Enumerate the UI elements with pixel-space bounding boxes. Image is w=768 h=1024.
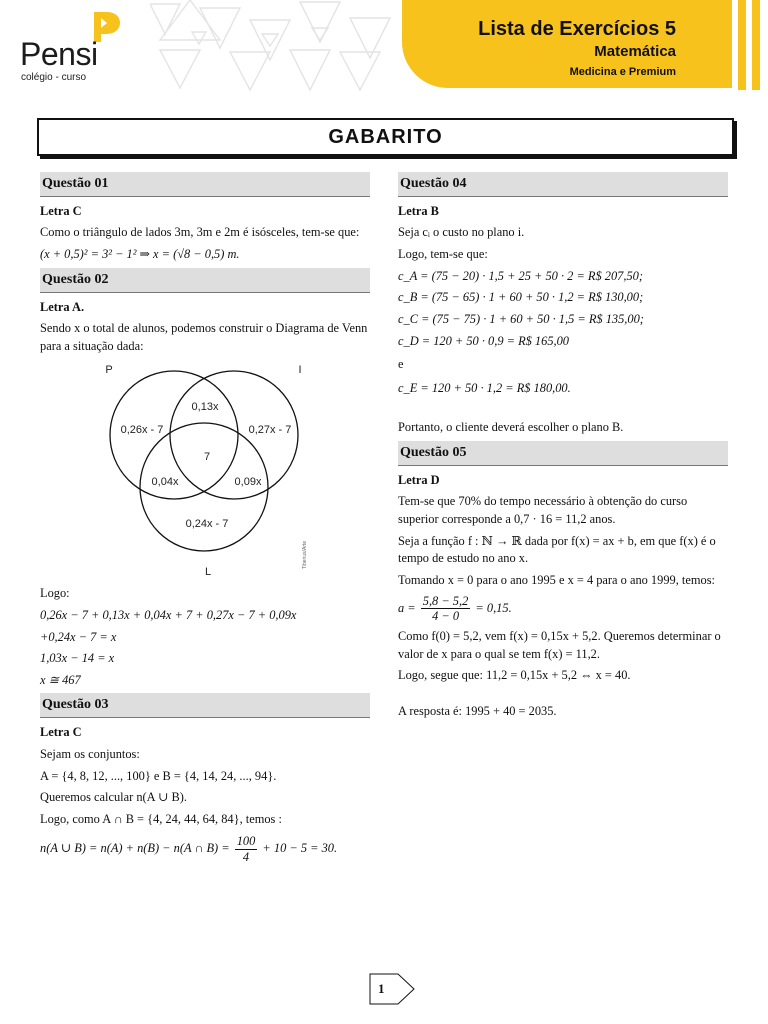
venn-label-l: L — [204, 566, 212, 579]
fraction-denominator: 4 − 0 — [432, 609, 460, 624]
answer-letter: Letra D — [398, 472, 440, 487]
solution-text: Seja a função f : ℕ → ℝ dada por f(x) = ax + b, em que f(x) é o tempo de estudo no ano x. — [398, 533, 716, 566]
venn-region-pi: 0,13x — [191, 401, 219, 414]
answer-letter: Letra C — [40, 203, 82, 218]
left-column — [40, 172, 370, 869]
solution-text: Logo, tem-se que: — [398, 247, 488, 262]
union-formula — [40, 834, 370, 865]
list-title: Lista de Exercícios 5 — [478, 18, 676, 40]
cost-equation: c_C = (75 − 75) · 1 + 60 + 50 · 1,5 = R$ 135,00; — [398, 311, 644, 326]
header-stripe — [752, 0, 760, 90]
answer-letter: Letra B — [398, 203, 439, 218]
question-title: Questão 01 — [40, 172, 370, 197]
fraction — [235, 834, 258, 865]
logo — [0, 0, 150, 94]
equation-line: x ≅ 467 — [40, 672, 81, 687]
question-title: Questão 04 — [398, 172, 728, 197]
right-column — [398, 172, 728, 725]
venn-region-center: 7 — [203, 451, 211, 464]
venn-credit: Tiberius/Arte — [302, 541, 308, 570]
formula-right: + 10 − 5 = 30. — [262, 841, 338, 856]
gabarito-title: GABARITO — [328, 125, 443, 148]
cost-equation: c_E = 120 + 50 · 1,2 = R$ 180,00. — [398, 380, 571, 395]
answer-letter: Letra C — [40, 725, 82, 740]
page-number-arrow-icon — [368, 972, 416, 1006]
venn-region-p: 0,26x - 7 — [120, 424, 164, 437]
solution-text: Portanto, o cliente deverá escolher o plano B. — [398, 420, 624, 435]
cost-equation: c_B = (75 − 65) · 1 + 60 + 50 · 1,2 = R$ 130,00; — [398, 290, 644, 305]
cost-equation: c_A = (75 − 20) · 1,5 + 25 + 50 · 2 = R$ 207,50; — [398, 268, 643, 283]
logo-text: Pensi — [20, 36, 98, 72]
formula-right: = 0,15. — [475, 600, 512, 615]
solution-text: A resposta é: 1995 + 40 = 2035. — [398, 704, 557, 719]
fraction-numerator: 100 — [236, 834, 256, 849]
page-number: 1 — [378, 981, 385, 996]
venn-region-pl: 0,04x — [151, 476, 179, 489]
solution-text: Sejam os conjuntos: — [40, 746, 140, 761]
cost-equation: c_D = 120 + 50 · 0,9 = R$ 165,00 — [398, 333, 570, 348]
fraction-denominator: 4 — [242, 850, 250, 865]
solution-text: e — [398, 357, 404, 372]
logo-subtitle: colégio - curso — [21, 72, 87, 83]
answer-letter: Letra A. — [40, 299, 85, 314]
fraction-numerator: 5,8 − 5,2 — [422, 593, 469, 608]
venn-label-i: I — [298, 364, 302, 377]
slope-formula — [398, 594, 728, 625]
fraction — [421, 594, 471, 625]
solution-text: Queremos calcular n(A ∪ B). — [40, 790, 187, 805]
solution-text: Logo: — [40, 586, 70, 601]
equation-line: +0,24x − 7 = x — [40, 629, 117, 644]
question-title: Questão 03 — [40, 693, 370, 718]
solution-text: Tomando x = 0 para o ano 1995 e x = 4 para o ano 1999, temos: — [398, 572, 715, 587]
venn-region-i: 0,27x - 7 — [248, 424, 292, 437]
solution-text: Seja cᵢ o custo no plano i. — [398, 225, 525, 240]
venn-label-p: P — [105, 364, 113, 377]
solution-text: Tem-se que 70% do tempo necessário à obtenção do curso superior corresponde a 0,7 · 16 = 11,2 anos. — [398, 494, 688, 527]
equation-line: 1,03x − 14 = x — [40, 651, 115, 666]
solution-text: Como o triângulo de lados 3m, 3m e 2m é isósceles, tem-se que: — [40, 225, 360, 240]
formula-left: n(A ∪ B) = n(A) + n(B) − n(A ∩ B) = — [40, 841, 230, 856]
question-title: Questão 02 — [40, 268, 370, 293]
solution-text: Logo, segue que: 11,2 = 0,15x + 5,2 ⇔ x = 40. — [398, 668, 631, 683]
gabarito-box — [37, 118, 734, 156]
header-stripe — [738, 0, 746, 90]
venn-region-il: 0,09x — [234, 476, 262, 489]
solution-text: Como f(0) = 5,2, vem f(x) = 0,15x + 5,2. Queremos determinar o valor de x para o qual se tem f(x) = 11,2. — [398, 629, 721, 661]
solution-text: Logo, como A ∩ B = {4, 24, 44, 64, 84}, temos : — [40, 811, 282, 826]
solution-text: A = {4, 8, 12, ..., 100} e B = {4, 14, 24, ..., 94}. — [40, 768, 277, 783]
equation-line: 0,26x − 7 + 0,13x + 0,04x + 7 + 0,27x − 7 + 0,09x — [40, 608, 297, 623]
subject-title: Matemática — [594, 43, 676, 60]
solution-text: Sendo x o total de alunos, podemos construir o Diagrama de Venn para a situação dada: — [40, 321, 368, 353]
venn-diagram — [90, 359, 320, 579]
course-title: Medicina e Premium — [569, 66, 676, 78]
question-title: Questão 05 — [398, 441, 728, 466]
formula-left: a = — [398, 600, 416, 615]
solution-formula: (x + 0,5)² = 3² − 1² ⇒ x = (√8 − 0,5) m. — [40, 247, 240, 262]
venn-region-l: 0,24x - 7 — [185, 518, 229, 531]
page-header — [0, 0, 768, 94]
title-banner — [402, 0, 732, 88]
